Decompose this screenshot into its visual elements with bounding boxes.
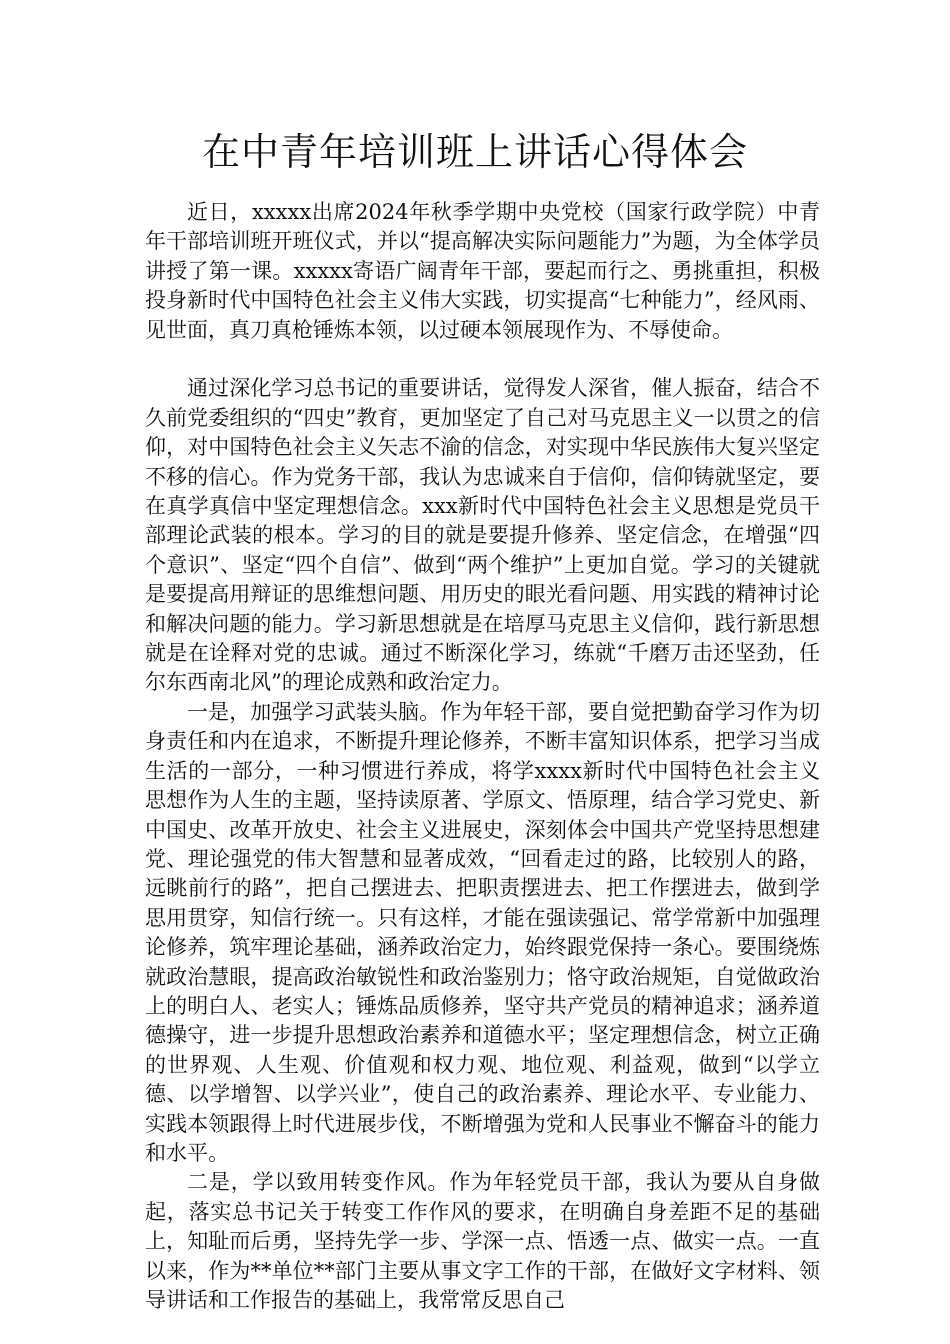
document-title: 在中青年培训班上讲话心得体会 bbox=[201, 130, 748, 174]
document-body bbox=[145, 198, 820, 1315]
paragraph-study: 通过深化学习总书记的重要讲话，觉得发人深省，催人振奋，结合不久前党委组织的“四史”教育，更加坚定了自己对马克思主义一以贯之的信仰，对中国特色社会主义矢志不渝的信念，对实现中华民族伟大复兴坚定不移的信心。作为党务干部，我认为忠诚来自于信仰，信仰铸就坚定，要在真学真信中坚定理想信念。xxx新时代中国特色社会主义思想是党员干部理论武装的根本。学习的目的就是要提升修养、坚定信念，在增强“四个意识”、坚定“四个自信”、做到“两个维护”上更加自觉。学习的关键就是要提高用辩证的思维想问题、用历史的眼光看问题、用实践的精神讨论和解决问题的能力。学习新思想就是在培厚马克思主义信仰，践行新思想就是在诠释对党的忠诚。通过不断深化学习，练就“千磨万击还坚劲，任尔东西南北风”的理论成熟和政治定力。 bbox=[145, 376, 820, 695]
paragraph-point-two: 二是，学以致用转变作风。作为年轻党员干部，我认为要从自身做起，落实总书记关于转变工作作风的要求，在明确自身差距不足的基础上，知耻而后勇，坚持先学一步、学深一点、悟透一点、做实一点。一直以来，作为**单位**部门主要从事文字工作的干部，在做好文字材料、领导讲话和工作报告的基础上，我常常反思自己 bbox=[145, 1170, 820, 1313]
paragraph-intro: 近日，xxxxx出席2024年秋季学期中央党校（国家行政学院）中青年干部培训班开班仪式，并以“提高解决实际问题能力”为题，为全体学员讲授了第一课。xxxxx寄语广阔青年干部，要起而行之、勇挑重担，积极投身新时代中国特色社会主义伟大实践，切实提高“七种能力”，经风雨、见世面，真刀真枪锤炼本领，以过硬本领展现作为、不辱使命。 bbox=[145, 200, 820, 342]
paragraph-point-one: 一是，加强学习武装头脑。作为年轻干部，要自觉把勤奋学习作为切身责任和内在追求，不断提升理论修养，不断丰富知识体系，把学习当成生活的一部分，一种习惯进行养成，将学xxxx新时代中国特色社会主义思想作为人生的主题，坚持读原著、学原文、悟原理，结合学习党史、新中国史、改革开放史、社会主义进展史，深刻体会中国共产党坚持思想建党、理论强党的伟大智慧和显著成效，“回看走过的路，比较别人的路，远眺前行的路”，把自己摆进去、把职责摆进去、把工作摆进去，做到学思用贯穿，知信行统一。只有这样，才能在强读强记、常学常新中加强理论修养，筑牢理论基础，涵养政治定力，始终跟党保持一条心。要围绕炼就政治慧眼，提高政治敏锐性和政治鉴别力；恪守政治规矩，自觉做政治上的明白人、老实人；锤炼品质修养，坚守共产党员的精神追求；涵养道德操守，进一步提升思想政治素养和道德水平；坚定理想信念，树立正确的世界观、人生观、价值观和权力观、地位观、利益观，做到“以学立德、以学增智、以学兴业”，使自己的政治素养、理论水平、专业能力、实践本领跟得上时代进展步伐，不断增强为党和人民事业不懈奋斗的能力和水平。 bbox=[145, 699, 820, 1165]
